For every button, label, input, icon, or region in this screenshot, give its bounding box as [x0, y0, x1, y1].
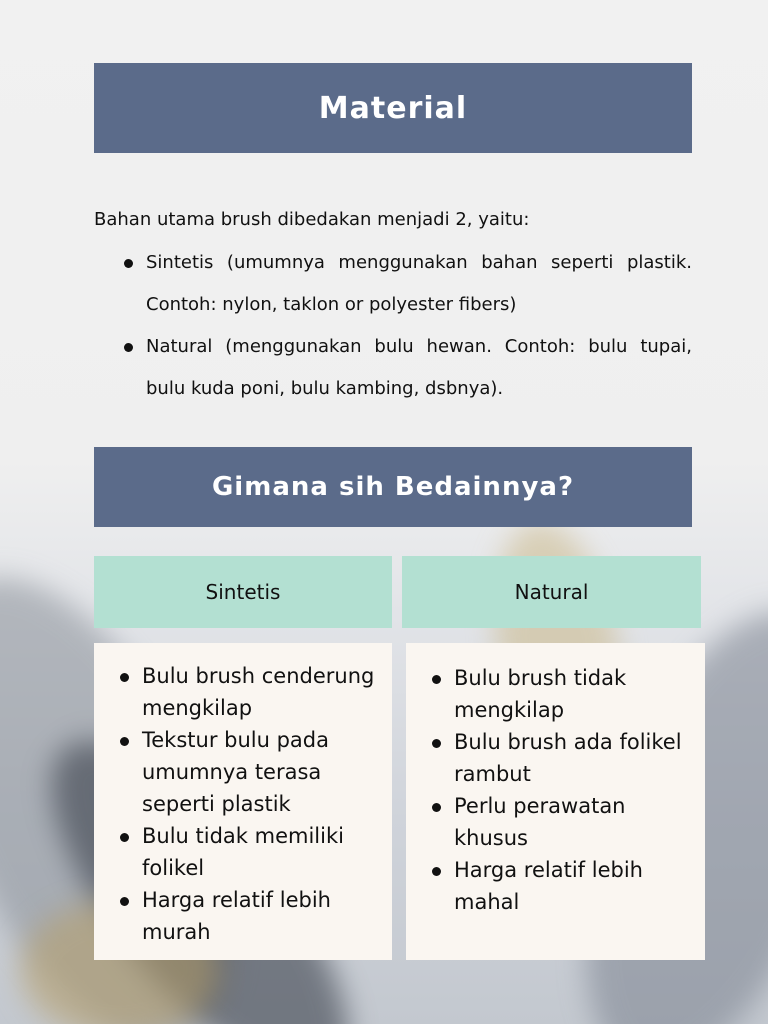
list-item: Sintetis (umumnya menggunakan bahan seperti plastik. Contoh: nylon, taklon or polyester fibers)	[94, 242, 692, 326]
column-header-sintetis	[94, 556, 392, 628]
material-list	[94, 242, 692, 410]
list-item: Bulu brush ada folikel rambut	[416, 726, 705, 790]
list-item: Bulu brush tidak mengkilap	[416, 662, 705, 726]
column-body-sintetis	[94, 643, 392, 960]
list-item: Bulu tidak memiliki folikel	[104, 820, 392, 884]
column-header-label: Sintetis	[205, 580, 281, 604]
column-header-natural	[402, 556, 701, 628]
list-item: Harga relatif lebih mahal	[416, 854, 705, 918]
page-title: Material	[318, 90, 468, 126]
natural-list	[416, 662, 705, 918]
sintetis-list	[104, 660, 392, 948]
section-title: Gimana sih Bedainnya?	[211, 472, 575, 502]
list-item: Perlu perawatan khusus	[416, 790, 705, 854]
list-item: Tekstur bulu pada umumnya terasa seperti plastik	[104, 724, 392, 820]
title-banner	[94, 63, 692, 153]
list-item: Bulu brush cenderung mengkilap	[104, 660, 392, 724]
column-body-natural	[406, 643, 705, 960]
intro-lead: Bahan utama brush dibedakan menjadi 2, yaitu:	[94, 209, 530, 230]
subtitle-banner	[94, 447, 692, 527]
list-item: Natural (menggunakan bulu hewan. Contoh: bulu tupai, bulu kuda poni, bulu kambing, dsbnya).	[94, 326, 692, 410]
column-header-label: Natural	[514, 580, 589, 604]
list-item: Harga relatif lebih murah	[104, 884, 392, 948]
intro-section	[94, 205, 692, 410]
